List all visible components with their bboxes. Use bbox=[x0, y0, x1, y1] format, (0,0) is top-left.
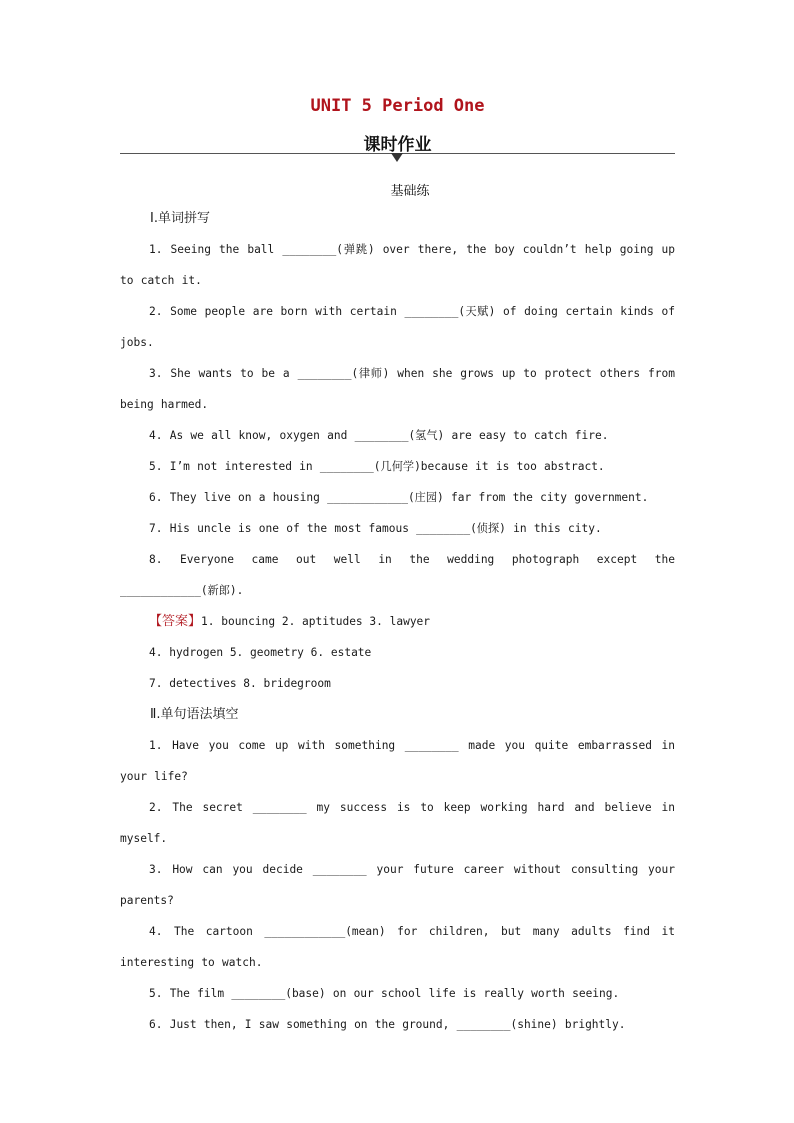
part1-item-8: 8. Everyone came out well in the wedding photograph except the ____________(新郎). bbox=[120, 553, 675, 597]
part1-item-2: 2. Some people are born with certain ________(天赋) of doing certain kinds of jobs. bbox=[120, 305, 675, 349]
part2-item-6: 6. Just then, I saw something on the ground, ________(shine) brightly. bbox=[149, 1018, 626, 1031]
part2-item-5: 5. The film ________(base) on our school life is really worth seeing. bbox=[149, 987, 620, 1000]
part1-item-6: 6. They live on a housing ____________(庄园) far from the city government. bbox=[149, 491, 649, 504]
section-label: 基础练 bbox=[390, 184, 430, 199]
page-subtitle: 课时作业 bbox=[363, 135, 432, 155]
part1-item-3: 3. She wants to be a ________(律师) when she grows up to protect others from being harmed. bbox=[120, 367, 675, 411]
part2-item-1: 1. Have you come up with something ________ made you quite embarrassed in your life? bbox=[120, 739, 675, 783]
answer-tag: 【答案】 bbox=[149, 614, 202, 629]
part1-item-1: 1. Seeing the ball ________(弹跳) over there, the boy couldn’t help going up to catch it. bbox=[120, 243, 675, 287]
answer-text-1: 1. bouncing 2. aptitudes 3. lawyer bbox=[201, 615, 431, 628]
exercise-body bbox=[120, 203, 675, 1040]
part1-item-4: 4. As we all know, oxygen and ________(氢气) are easy to catch fire. bbox=[149, 429, 609, 442]
part2-item-2: 2. The secret ________ my success is to keep working hard and believe in myself. bbox=[120, 801, 675, 845]
page-title: UNIT 5 Period One bbox=[310, 96, 485, 116]
part2-heading: Ⅱ.单句语法填空 bbox=[150, 707, 239, 722]
document-page bbox=[120, 0, 675, 1123]
part1-item-7: 7. His uncle is one of the most famous ________(侦探) in this city. bbox=[149, 522, 602, 535]
part2-item-4: 4. The cartoon ____________(mean) for children, but many adults find it interesting to watch. bbox=[120, 925, 675, 969]
part1-heading: Ⅰ.单词拼写 bbox=[150, 211, 210, 226]
part1-item-5: 5. I’m not interested in ________(几何学)because it is too abstract. bbox=[149, 460, 605, 473]
part2-item-3: 3. How can you decide ________ your future career without consulting your parents? bbox=[120, 863, 675, 907]
answer-line-1 bbox=[120, 606, 675, 637]
answer-line-3: 7. detectives 8. bridegroom bbox=[149, 677, 331, 690]
answer-line-2: 4. hydrogen 5. geometry 6. estate bbox=[149, 646, 372, 659]
triangle-marker-icon bbox=[391, 153, 403, 162]
